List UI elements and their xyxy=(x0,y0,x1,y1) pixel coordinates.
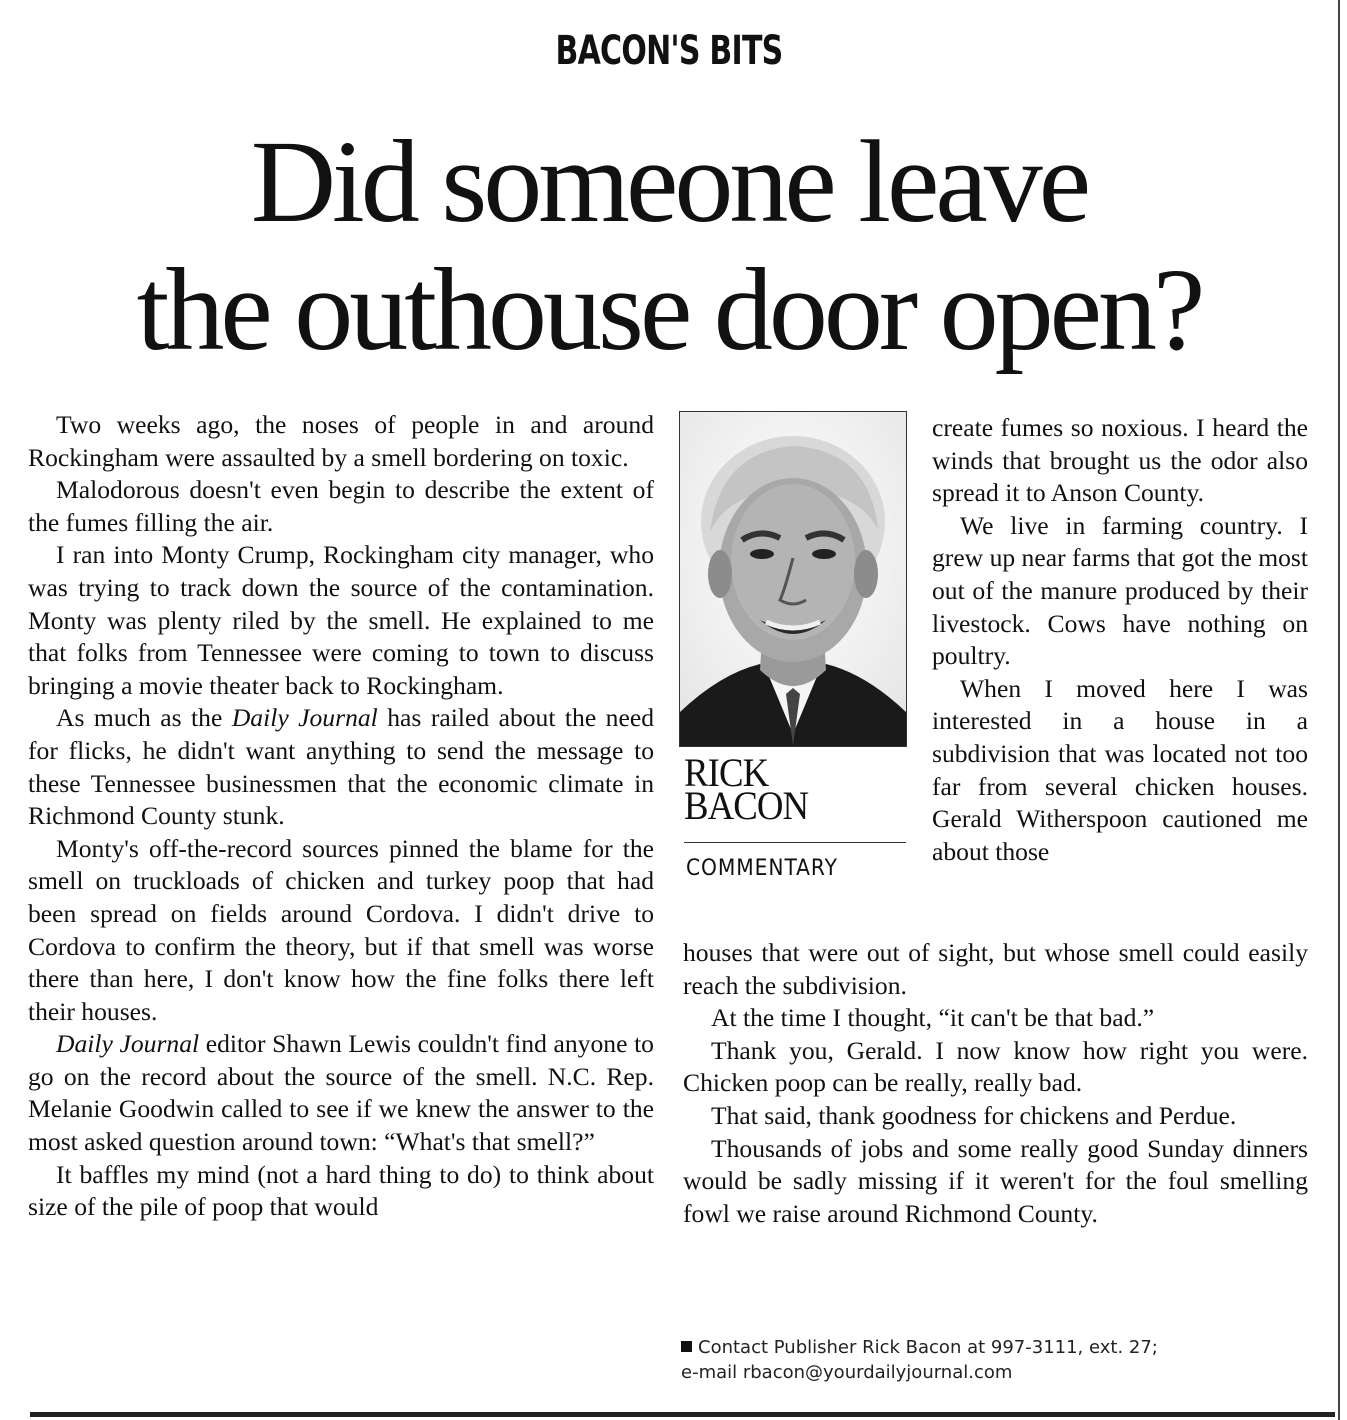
paragraph: That said, thank goodness for chickens and Perdue. xyxy=(711,1100,1237,1130)
headline-line-2: the outhouse door open? xyxy=(136,244,1202,375)
paragraph: When I moved here I was interested in a house in a subdivision that was located not too far from several chicken houses. Gerald Witherspoon cautioned me about those xyxy=(932,673,1308,866)
paragraph: create fumes so noxious. I heard the winds that brought us the odor also spread it to Anson County. xyxy=(932,413,1308,508)
headline-line-1: Did someone leave xyxy=(250,116,1088,247)
contact-info xyxy=(681,1335,1311,1385)
newspaper-name: Daily Journal xyxy=(231,703,378,733)
bullet-square-icon xyxy=(681,1341,692,1352)
author-last-name: BACON xyxy=(684,783,809,828)
newspaper-name: Daily Journal xyxy=(56,1029,200,1059)
column-rule-right xyxy=(1338,0,1340,1420)
paragraph: Malodorous doesn't even begin to describe the extent of the fumes filling the air. xyxy=(28,475,654,537)
contact-line-phone: Contact Publisher Rick Bacon at 997-3111, ext. 27; xyxy=(698,1337,1158,1358)
column-kicker: BACON'S BITS xyxy=(555,28,783,74)
article-column-1 xyxy=(28,409,654,1224)
section-label: COMMENTARY xyxy=(686,856,838,881)
article-column-3 xyxy=(683,937,1308,1230)
paragraph: Two weeks ago, the noses of people in and around Rockingham were assaulted by a smell bordering on toxic. xyxy=(28,410,654,472)
paragraph: As much as the Daily Journal has railed about the need for flicks, he didn't want anything to send the message to these Tennessee businessmen that the economic climate in Richmond County stunk. xyxy=(28,703,654,831)
author-portrait-illustration xyxy=(680,412,906,746)
paragraph: At the time I thought, “it can't be that bad.” xyxy=(711,1003,1155,1033)
page-bottom-rule xyxy=(30,1412,1335,1417)
contact-line-email[interactable]: e-mail rbacon@yourdailyjournal.com xyxy=(681,1362,1013,1383)
paragraph: houses that were out of sight, but whose smell could easily reach the subdivision. xyxy=(683,938,1308,1000)
paragraph: Monty's off-the-record sources pinned the blame for the smell on truckloads of chicken and turkey poop that had been spread on fields around Cordova. I didn't drive to Cordova to confirm the theory, but if that smell was worse there than here, I don't know how the fine folks there left their houses. xyxy=(28,833,654,1026)
paragraph: I ran into Monty Crump, Rockingham city manager, who was trying to track down the source of the contamination. Monty was plenty riled by the smell. He explained to me that folks from Tennessee were coming to town to discuss bringing a movie theater back to Rockingham. xyxy=(28,540,654,700)
headline xyxy=(20,118,1318,374)
paragraph: We live in farming country. I grew up near farms that got the most out of the manure produced by their livestock. Cows have nothing on poultry. xyxy=(932,510,1308,671)
author-first-name: RICK xyxy=(684,750,769,795)
article-column-2 xyxy=(932,412,1308,868)
paragraph: It baffles my mind (not a hard thing to do) to think about size of the pile of poop that would xyxy=(28,1159,654,1222)
paragraph: Thank you, Gerald. I now know how right you were. Chicken poop can be really, really bad. xyxy=(683,1035,1308,1098)
paragraph: Thousands of jobs and some really good Sunday dinners would be sadly missing if it weren't for the foul smelling fowl we raise around Richmond County. xyxy=(683,1133,1308,1228)
author-byline xyxy=(684,750,904,828)
author-photo xyxy=(679,411,907,747)
byline-divider xyxy=(684,842,906,843)
paragraph: Daily Journal editor Shawn Lewis couldn't find anyone to go on the record about the source of the smell. N.C. Rep. Melanie Goodwin called to see if we knew the answer to the most asked question around town: “What's that smell?” xyxy=(28,1029,654,1157)
